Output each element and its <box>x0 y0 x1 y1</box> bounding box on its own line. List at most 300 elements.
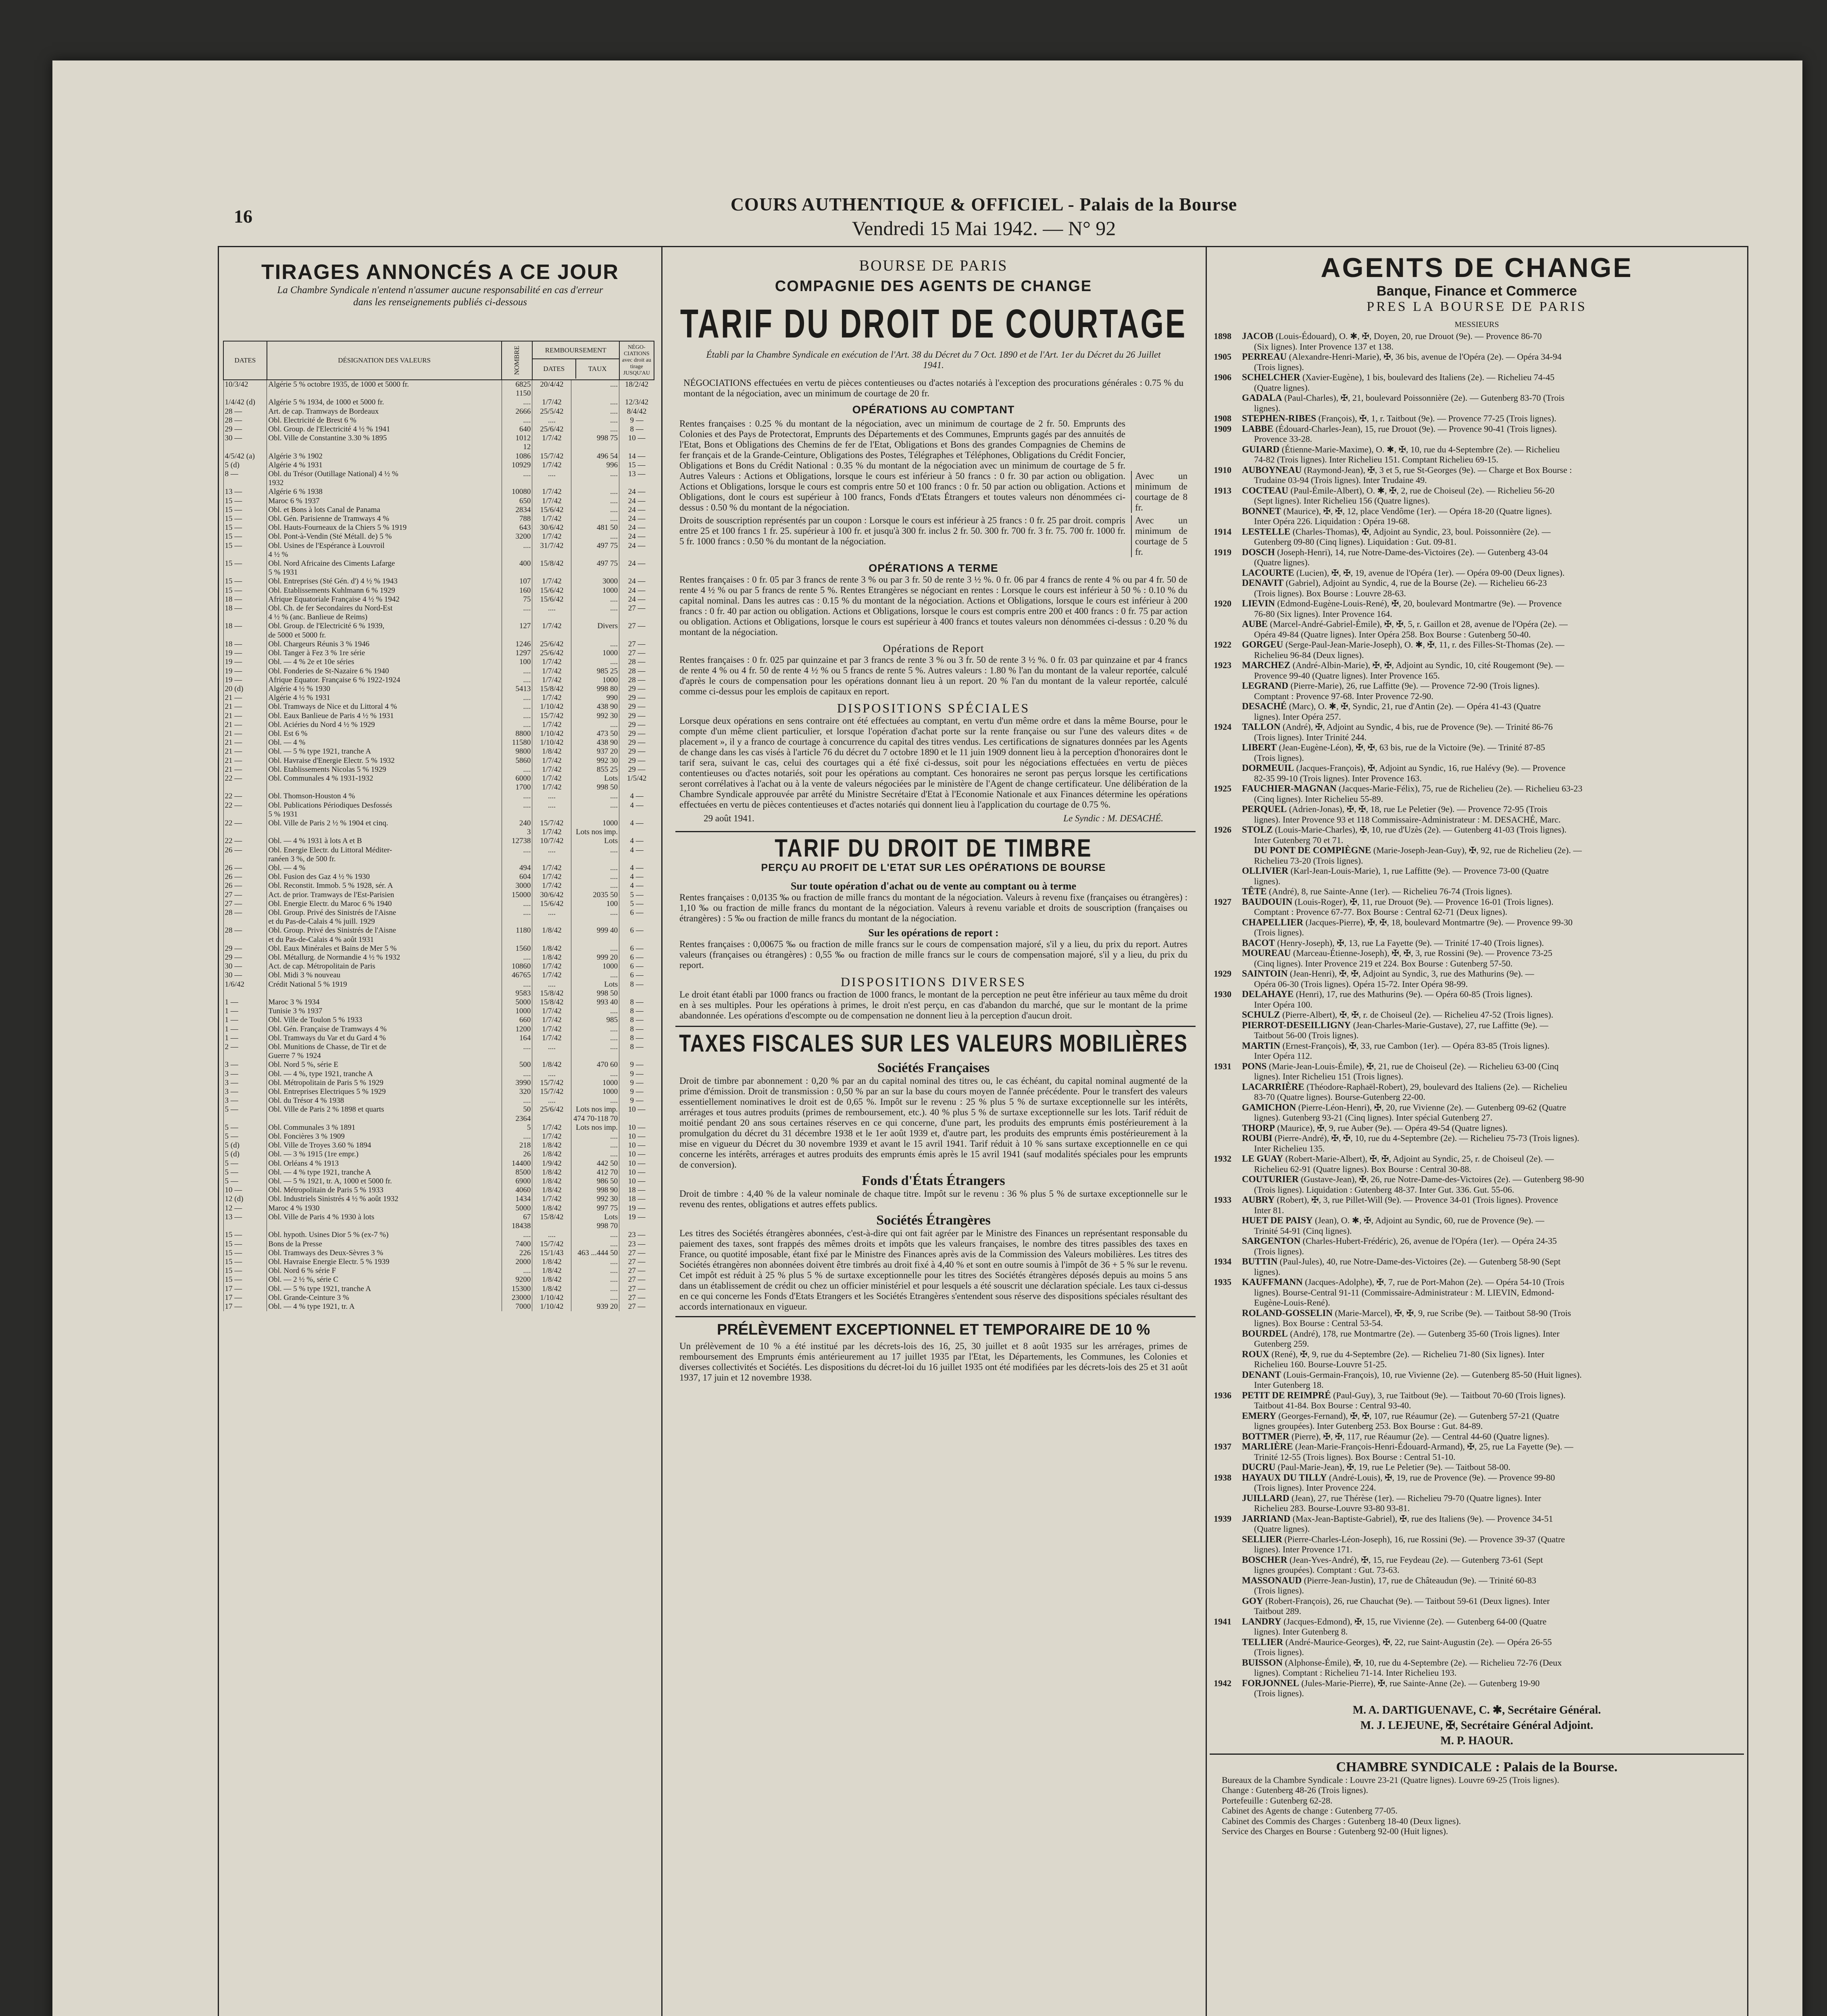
tirage-taux: .... <box>571 595 619 604</box>
tirage-nombre <box>502 568 532 577</box>
tirage-row <box>223 1025 654 1034</box>
agent-year <box>1214 1565 1242 1575</box>
disp-spec-heading: DISPOSITIONS SPÉCIALES <box>837 701 1030 715</box>
tirage-remb-date: 1/8/42 <box>532 1141 571 1150</box>
tirage-row <box>223 389 654 398</box>
tirage-nombre: 12 <box>502 443 532 452</box>
tirage-taux: .... <box>571 1132 619 1141</box>
tirage-row <box>223 452 654 461</box>
tirage-date: 17 — <box>223 1302 267 1311</box>
tirage-row <box>223 586 654 595</box>
tirage-designation: Maroc 6 % 1937 <box>267 497 502 506</box>
tirage-date <box>223 1114 267 1123</box>
tirage-date: 27 — <box>223 900 267 908</box>
agent-text: COCTEAU (Paul-Émile-Albert), O. ✱, ✠, 2, rue de Choiseul (2e). — Richelieu 56-20 <box>1242 485 1555 496</box>
tirage-designation: Obl. — 5 % type 1921, tranche A <box>267 1285 502 1293</box>
agent-entry <box>1214 650 1740 660</box>
agent-year <box>1214 403 1242 414</box>
agent-year <box>1214 1534 1242 1545</box>
tirage-negociation: 4 — <box>619 819 654 828</box>
tirage-nombre: 1180 <box>502 926 532 935</box>
agent-year <box>1214 1205 1242 1216</box>
tirage-designation: Obl. Fonderies de St-Nazaire 6 % 1940 <box>267 667 502 676</box>
tirage-row <box>223 944 654 953</box>
agent-year: 1934 <box>1214 1256 1231 1266</box>
tirage-remb-date: 1/7/42 <box>532 881 571 890</box>
agent-entry <box>1214 1071 1740 1082</box>
tirage-nombre: 1150 <box>502 389 532 398</box>
tirage-designation <box>267 389 502 398</box>
tirage-negociation: 10 — <box>619 1123 654 1132</box>
agent-text: BOTTMER (Pierre), ✠, ✠, 117, rue Réaumur (2e). — Central 44-60 (Quatre lignes). <box>1242 1431 1550 1441</box>
agent-year: 1941 <box>1214 1616 1231 1627</box>
agent-entry <box>1214 753 1740 763</box>
tirage-negociation: 6 — <box>619 908 654 917</box>
agent-entry <box>1214 588 1740 599</box>
tirage-remb-date: 1/7/42 <box>532 577 571 586</box>
agent-entry <box>1214 1462 1740 1472</box>
tirage-nombre: 8500 <box>502 1168 532 1177</box>
tirage-nombre: 500 <box>502 1060 532 1069</box>
tirage-taux: Lots nos imp. <box>571 1123 619 1132</box>
tirage-date <box>223 917 267 926</box>
agent-year <box>1214 1688 1242 1699</box>
tirage-negociation: 4 — <box>619 801 654 810</box>
tirage-nombre: 10929 <box>502 461 532 470</box>
agent-entry <box>1214 712 1740 722</box>
agent-year <box>1214 1287 1242 1298</box>
tirage-designation: Obl. Group. de l'Electricité 4 ½ % 1941 <box>267 425 502 434</box>
agent-text: SAINTOIN (Jean-Henri), ✠, ✠, Adjoint au Syndic, 3, rue des Mathurins (9e). — <box>1242 968 1534 979</box>
tirage-nombre: 14400 <box>502 1159 532 1168</box>
agent-text: (Quatre lignes). <box>1254 382 1310 393</box>
tirage-nombre: 1086 <box>502 452 532 461</box>
agent-entry <box>1214 660 1740 671</box>
agent-entry <box>1214 527 1740 537</box>
agents-subtitle: Banque, Finance et Commerce <box>1377 283 1577 299</box>
tirage-negociation: 4 — <box>619 792 654 801</box>
tirage-negociation: 5 — <box>619 900 654 908</box>
agent-entry <box>1214 794 1740 804</box>
tirage-row <box>223 443 654 452</box>
tirage-negociation: 27 — <box>619 622 654 631</box>
agent-year <box>1214 1596 1242 1606</box>
agent-year: 1937 <box>1214 1441 1231 1452</box>
header-line-2: Vendredi 15 Mai 1942. — N° 92 <box>852 217 1116 240</box>
timbre-div-title: DISPOSITIONS DIVERSES <box>840 975 1027 989</box>
tirage-negociation: 8 — <box>619 1034 654 1043</box>
tirage-negociation: 27 — <box>619 1285 654 1293</box>
tirage-date: 5 — <box>223 1177 267 1186</box>
tirage-date: 15 — <box>223 506 267 514</box>
agent-year: 1936 <box>1214 1390 1231 1400</box>
agent-entry <box>1214 1041 1740 1051</box>
agent-year <box>1214 1493 1242 1504</box>
agent-entry <box>1214 1544 1740 1555</box>
tirage-taux: 997 75 <box>571 1204 619 1213</box>
agent-text: TALLON (André), ✠, Adjoint au Syndic, 4 bis, rue de Provence (9e). — Trinité 86-76 <box>1242 722 1553 732</box>
tirage-taux: 937 20 <box>571 747 619 756</box>
tirage-designation: Maroc 4 % 1930 <box>267 1204 502 1213</box>
tirage-date: 3 — <box>223 1096 267 1105</box>
tirage-row <box>223 1132 654 1141</box>
tirage-date: 28 — <box>223 926 267 935</box>
tirage-row <box>223 1070 654 1079</box>
agent-entry <box>1214 1215 1740 1226</box>
tirage-negociation: 29 — <box>619 747 654 756</box>
tirage-nombre: .... <box>502 667 532 676</box>
agents-pres: PRES LA BOURSE DE PARIS <box>1367 299 1587 314</box>
tirage-nombre: 5 <box>502 1123 532 1132</box>
tirage-designation: Obl. Chargeurs Réunis 3 % 1946 <box>267 640 502 649</box>
tirage-remb-date: 1/8/42 <box>532 1204 571 1213</box>
tirage-designation: Obl. Métropolitain de Paris 5 % 1933 <box>267 1186 502 1195</box>
tirage-designation: Obl. — 3 % 1915 (1re empr.) <box>267 1150 502 1159</box>
tirage-remb-date: 1/8/42 <box>532 1266 571 1275</box>
agent-entry <box>1214 383 1740 393</box>
tirage-row <box>223 1079 654 1087</box>
agent-entry <box>1214 1359 1740 1370</box>
header-line-1: COURS AUTHENTIQUE & OFFICIEL - Palais de la Bourse <box>730 194 1237 215</box>
tirage-row <box>223 1302 654 1311</box>
agent-text: Taitbout 56-00 (Trois lignes). <box>1254 1030 1359 1040</box>
tirage-nombre: 5000 <box>502 1204 532 1213</box>
tirage-date: 18 — <box>223 595 267 604</box>
prelev-text: Un prélèvement de 10 % a été institué par les décrets-lois des 16, 25, 30 juillet et 8 août 1935 sur les arrérages, primes de remboursement des Emprunts émis antérieurement au 17 juillet 1935 par l'Etat, les Départements, les Communes, les Colonies et diverses collectivités et Sociétés. Les dispositions du décret-loi du 16 juillet 1935 ont été modifiées par les décrets-lois des 25 et 31 août 1937, 17 juin et 12 novembre 1938. <box>679 1341 1187 1383</box>
agent-entry <box>1214 773 1740 784</box>
tirage-remb-date: 1/7/42 <box>532 1123 571 1132</box>
tirage-negociation <box>619 613 654 622</box>
tirage-designation: Obl. Fusion des Gaz 4 ½ % 1930 <box>267 873 502 881</box>
agent-entry <box>1214 691 1740 702</box>
agent-year <box>1214 506 1242 516</box>
tirage-negociation: 10 — <box>619 1141 654 1150</box>
tirage-taux: 1000 <box>571 1087 619 1096</box>
tirage-date: 3 — <box>223 1079 267 1087</box>
agent-text: PETIT DE REIMPRÉ (Paul-Guy), 3, rue Taitbout (9e). — Taitbout 70-60 (Trois lignes). <box>1242 1390 1566 1400</box>
agent-entry <box>1214 1627 1740 1637</box>
tirage-nombre: 15000 <box>502 891 532 900</box>
tirage-taux: .... <box>571 640 619 649</box>
tirage-taux: 986 50 <box>571 1177 619 1186</box>
agent-year: 1930 <box>1214 989 1231 999</box>
tirage-nombre: 3990 <box>502 1079 532 1087</box>
tirage-negociation: 29 — <box>619 712 654 721</box>
tirage-taux: .... <box>571 908 619 917</box>
agent-entry <box>1214 897 1740 907</box>
comptant-min-note: Avec un minimum de courtage de 8 fr. <box>1131 471 1187 513</box>
tirage-nombre: .... <box>502 1132 532 1141</box>
tirage-date <box>223 1222 267 1231</box>
agent-text: TELLIER (André-Maurice-Georges), ✠, 22, rue Saint-Augustin (2e). — Opéra 26-55 <box>1242 1637 1552 1647</box>
tirage-remb-date: 1/8/42 <box>532 944 571 953</box>
agent-entry <box>1214 783 1740 794</box>
tirage-taux: 992 30 <box>571 1195 619 1204</box>
tirage-date <box>223 828 267 837</box>
agent-entry <box>1214 1030 1740 1041</box>
tirage-nombre: .... <box>502 908 532 917</box>
tirage-remb-date: 1/8/42 <box>532 747 571 756</box>
op-report-heading: Opérations de Report <box>883 642 984 654</box>
agent-entry <box>1214 1431 1740 1442</box>
tirage-date <box>223 1052 267 1060</box>
tirage-taux: Lots <box>571 1213 619 1222</box>
tirage-row <box>223 694 654 702</box>
souscription-text: Droits de souscription représentés par un coupon : Lorsque le cours est inférieur à 25 francs : 0 fr. 25 par droit. compris entre 25 et 100 francs 1 fr. 25. supérieur à 100 fr. et jusqu'à 300 fr. inclus 2 fr. 50. 300 fr. 700 fr. 3 fr. 75. 700 fr. 1000 fr. 5 fr. 1000 francs : 0.50 % du montant de la négociation. <box>679 515 1125 546</box>
tirage-negociation: 27 — <box>619 649 654 658</box>
tirage-designation: Obl. Hauts-Fourneaux de la Chiers 5 % 1919 <box>267 523 502 532</box>
agent-year <box>1214 1102 1242 1113</box>
agent-text: DU PONT DE COMPIÈGNE (Marie-Joseph-Jean-Guy), ✠, 92, rue de Richelieu (2e). — <box>1254 845 1582 855</box>
tirage-taux <box>571 855 619 864</box>
tirage-negociation: 6 — <box>619 962 654 971</box>
tirage-designation: Obl. Gén. Parisienne de Tramways 4 % <box>267 514 502 523</box>
agent-entry <box>1214 547 1740 558</box>
tirage-negociation <box>619 1114 654 1123</box>
agent-entry <box>1214 1308 1740 1318</box>
tirage-nombre: 5860 <box>502 756 532 765</box>
agent-year <box>1214 1020 1242 1031</box>
tirage-date: 19 — <box>223 658 267 666</box>
agent-text: MASSONAUD (Pierre-Jean-Justin), 17, rue de Châteaudun (9e). — Trinité 60-83 <box>1242 1575 1536 1585</box>
tirage-taux: .... <box>571 944 619 953</box>
agent-year <box>1214 1267 1242 1277</box>
tirage-negociation: 19 — <box>619 1213 654 1222</box>
tirage-date: 1/4/42 (d) <box>223 398 267 407</box>
compagnie-heading: COMPAGNIE DES AGENTS DE CHANGE <box>775 278 1092 295</box>
th-dates: DATES <box>223 341 267 380</box>
agent-text: GAMICHON (Pierre-Léon-Henri), ✠, 20, rue Vivienne (2e). — Gutenberg 09-62 (Quatre <box>1242 1102 1567 1112</box>
tirage-designation: Obl. Foncières 3 % 1909 <box>267 1132 502 1141</box>
agent-year <box>1214 1185 1242 1195</box>
tirage-nombre: 50 <box>502 1105 532 1114</box>
tirage-designation: Afrique Equatoriale Française 4 ½ % 1942 <box>267 595 502 604</box>
agent-entry <box>1214 1185 1740 1195</box>
agent-entry <box>1214 948 1740 958</box>
tirage-taux: 497 75 <box>571 559 619 568</box>
tirage-remb-date: 1/10/42 <box>532 1293 571 1302</box>
tirage-date: 28 — <box>223 407 267 416</box>
tirage-nombre: .... <box>502 1043 532 1052</box>
tirage-row <box>223 1052 654 1060</box>
tirage-date: 22 — <box>223 801 267 810</box>
agent-entry <box>1214 814 1740 825</box>
agent-entry <box>1214 1370 1740 1380</box>
agent-entry <box>1214 619 1740 629</box>
agent-entry <box>1214 876 1740 887</box>
tirage-negociation: 27 — <box>619 1258 654 1266</box>
agents-title: AGENTS DE CHANGE <box>1321 252 1633 283</box>
tirage-taux: .... <box>571 721 619 729</box>
tirage-negociation <box>619 389 654 398</box>
tirage-nombre: 23000 <box>502 1293 532 1302</box>
tirage-date: 1 — <box>223 998 267 1007</box>
courtage-title: TARIF DU DROIT DE COURTAGE <box>680 301 1187 346</box>
tirage-row <box>223 568 654 577</box>
tirage-row <box>223 980 654 989</box>
tirage-nombre: 2834 <box>502 506 532 514</box>
agent-text: ROLAND-GOSSELIN (Marie-Marcel), ✠, ✠, 9, rue Scribe (9e). — Taitbout 58-90 (Trois <box>1242 1308 1571 1318</box>
tirage-negociation <box>619 550 654 559</box>
agent-text: JUILLARD (Jean), 27, rue Thérèse (1er). — Richelieu 79-70 (Quatre lignes). Inter <box>1242 1493 1542 1503</box>
tirage-nombre <box>502 917 532 926</box>
tirage-nombre: .... <box>502 900 532 908</box>
tirage-row <box>223 667 654 676</box>
tirage-date: 15 — <box>223 532 267 541</box>
tirage-remb-date: 1/7/42 <box>532 873 571 881</box>
tirage-date: 15 — <box>223 586 267 595</box>
tirage-date: 20 (d) <box>223 685 267 694</box>
tirage-row <box>223 685 654 694</box>
agent-entry <box>1214 331 1740 342</box>
agent-year <box>1214 958 1242 969</box>
agent-entry <box>1214 1256 1740 1267</box>
tirage-nombre: 494 <box>502 864 532 873</box>
agent-year <box>1214 1421 1242 1431</box>
tirage-nombre <box>502 810 532 819</box>
tirage-nombre: 12738 <box>502 837 532 846</box>
tirage-designation: Bons de la Presse <box>267 1240 502 1249</box>
tirage-date: 22 — <box>223 774 267 783</box>
tirage-designation: Obl. Tramways du Var et du Gard 4 % <box>267 1034 502 1043</box>
tirage-nombre: 660 <box>502 1016 532 1025</box>
tirage-row <box>223 461 654 470</box>
chambre-line: Cabinet des Agents de change : Gutenberg 77-05. <box>1222 1806 1398 1816</box>
tirage-negociation: 6 — <box>619 971 654 980</box>
agent-year: 1939 <box>1214 1513 1231 1524</box>
tirage-date: 5 — <box>223 1105 267 1114</box>
agent-year <box>1214 629 1242 640</box>
agent-year <box>1214 578 1242 588</box>
tirage-date: 13 — <box>223 487 267 496</box>
agent-text: (Quatre lignes). <box>1254 1524 1310 1534</box>
agent-year <box>1214 1215 1242 1226</box>
agent-text: SELLIER (Pierre-Charles-Léon-Joseph), 16, rue Rossini (9e). — Provence 39-37 (Quatre <box>1242 1534 1565 1544</box>
agent-text: LABBE (Édouard-Charles-Jean), 15, rue Drouot (9e). — Provence 90-41 (Trois lignes). <box>1242 423 1557 434</box>
tirage-designation <box>267 783 502 792</box>
agent-entry <box>1214 496 1740 506</box>
agent-year <box>1214 342 1242 352</box>
tirage-date: 15 — <box>223 559 267 568</box>
tirage-remb-date: 1/7/42 <box>532 971 571 980</box>
tirage-nombre: 7000 <box>502 1302 532 1311</box>
agent-text: BONNET (Maurice), ✠, ✠, 12, place Vendôme (1er). — Opéra 18-20 (Quatre lignes). <box>1242 506 1552 516</box>
tirage-row <box>223 738 654 747</box>
tirage-row <box>223 416 654 425</box>
agent-text: GADALA (Paul-Charles), ✠, 21, boulevard Poissonnière (2e). — Gutenberg 83-70 (Trois <box>1242 393 1565 403</box>
tirage-designation: Obl. Ville de Paris 2 % 1898 et quarts <box>267 1105 502 1114</box>
tirage-row <box>223 998 654 1007</box>
agent-year <box>1214 1380 1242 1390</box>
agent-entry <box>1214 1585 1740 1596</box>
tirage-remb-date: .... <box>532 801 571 810</box>
agent-entry <box>1214 907 1740 917</box>
agent-text: PERQUEL (Adrien-Jonas), ✠, ✠, 18, rue Le Peletier (9e). — Provence 72-95 (Trois <box>1242 804 1548 814</box>
agent-text: BOSCHER (Jean-Yves-André), ✠, 15, rue Feydeau (2e). — Gutenberg 73-61 (Sept <box>1242 1554 1543 1565</box>
tirage-taux: 481 50 <box>571 523 619 532</box>
tirage-taux: .... <box>571 470 619 479</box>
tirage-remb-date: .... <box>532 846 571 855</box>
tirage-designation: Obl. — 4 % type 1921, tr. A <box>267 1302 502 1311</box>
courtage-signed: Le Syndic : M. DESACHÉ. <box>1063 813 1163 823</box>
tirage-taux: .... <box>571 792 619 801</box>
agent-year <box>1214 475 1242 485</box>
tirage-date <box>223 550 267 559</box>
agent-year: 1910 <box>1214 464 1231 475</box>
tirage-designation: Obl. Orléans 4 % 1913 <box>267 1159 502 1168</box>
tirage-taux: 2035 50 <box>571 891 619 900</box>
agent-text: BUTTIN (Paul-Jules), 40, rue Notre-Dame-des-Victoires (2e). — Gutenberg 58-90 (Sept <box>1242 1256 1561 1266</box>
tirage-remb-date: 15/8/42 <box>532 1213 571 1222</box>
tirage-taux: 998 75 <box>571 434 619 443</box>
agent-text: AUBOYNEAU (Raymond-Jean), ✠, 3 et 5, rue St-Georges (9e). — Charge et Box Bourse : <box>1242 464 1572 475</box>
column-rule-1 <box>661 246 662 2016</box>
tirage-date: 29 — <box>223 944 267 953</box>
tirage-row <box>223 1034 654 1043</box>
tirage-nombre: .... <box>502 846 532 855</box>
tirage-taux: 992 30 <box>571 712 619 721</box>
agent-text: Trinité 12-55 (Trois lignes). Box Bourse : Central 51-10. <box>1254 1452 1456 1462</box>
tirage-taux: 992 30 <box>571 756 619 765</box>
tirage-negociation: 27 — <box>619 1302 654 1311</box>
tirage-taux: 998 70 <box>571 1222 619 1231</box>
tirage-row <box>223 989 654 998</box>
tirage-nombre: 2364 <box>502 1114 532 1123</box>
tirage-date: 18 — <box>223 622 267 631</box>
agent-text: HAYAUX DU TILLY (André-Louis), ✠, 19, rue de Provence (9e). — Provence 99-80 <box>1242 1472 1555 1483</box>
tirage-taux: 442 50 <box>571 1159 619 1168</box>
tirage-nombre: .... <box>502 541 532 550</box>
tirage-remb-date: 15/1/43 <box>532 1249 571 1258</box>
tirage-negociation <box>619 479 654 487</box>
tirage-date: 15 — <box>223 497 267 506</box>
tirage-taux: .... <box>571 514 619 523</box>
fonds-heading: Fonds d'États Étrangers <box>862 1173 1005 1188</box>
tirage-designation: Obl. Publications Périodiques Desfossés <box>267 801 502 810</box>
tirage-nombre: 1560 <box>502 944 532 953</box>
tirage-remb-date: 1/7/42 <box>532 828 571 837</box>
agent-year <box>1214 1164 1242 1175</box>
tirage-designation: Obl. et Bons à lots Canal de Panama <box>267 506 502 514</box>
tirage-designation: de 5000 et 5000 fr. <box>267 631 502 640</box>
tirage-taux: .... <box>571 1025 619 1034</box>
tirage-remb-date: 1/7/42 <box>532 962 571 971</box>
agent-text: Richelieu 62-91 (Quatre lignes). Box Bourse : Central 30-88. <box>1254 1164 1471 1174</box>
courtage-column <box>671 248 1196 2016</box>
tirage-nombre: .... <box>502 470 532 479</box>
agent-year <box>1214 609 1242 619</box>
tirage-date: 19 — <box>223 649 267 658</box>
taxes-rule <box>675 1026 1196 1027</box>
tirage-taux: 993 40 <box>571 998 619 1007</box>
tirage-taux: 998 50 <box>571 989 619 998</box>
tirage-negociation: 14 — <box>619 452 654 461</box>
agent-text: Inter Opéra 112. <box>1254 1051 1312 1061</box>
agent-entry <box>1214 1524 1740 1534</box>
tirage-designation: 1932 <box>267 479 502 487</box>
tirage-nombre: 164 <box>502 1034 532 1043</box>
tirage-row <box>223 810 654 819</box>
agent-text: DENANT (Louis-Germain-François), 10, rue Vivienne (2e). — Gutenberg 85-50 (Huit lignes). <box>1242 1369 1582 1380</box>
tirage-remb-date: 15/6/42 <box>532 586 571 595</box>
tirage-remb-date: 15/6/42 <box>532 506 571 514</box>
agent-year <box>1214 742 1242 753</box>
tirage-nombre: 10860 <box>502 962 532 971</box>
agent-entry <box>1214 1195 1740 1205</box>
tirage-taux: 1000 <box>571 676 619 685</box>
agent-text: Trudaine 03-94 (Trois lignes). Inter Trudaine 49. <box>1254 475 1427 485</box>
tirage-taux: 1000 <box>571 819 619 828</box>
